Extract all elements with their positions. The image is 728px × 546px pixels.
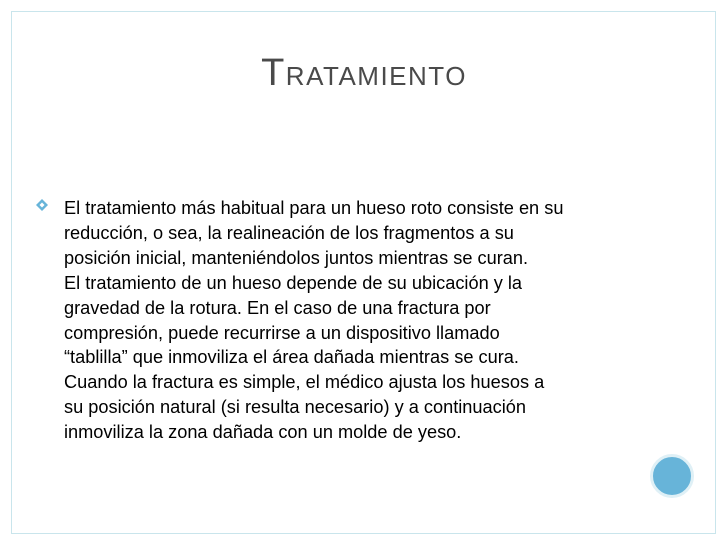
- bullet-text: El tratamiento más habitual para un hueso roto consiste en su reducción, o sea, la realineación de los fragmentos a su posición inicial, manteniéndolos juntos mientras se curan. El tratamiento de un hueso depende de su ubicación y la gravedad de la rotura. En el caso de una fractura por compresión, puede recurrirse a un dispositivo llamado “tablilla” que inmoviliza el área dañada mientras se cura. Cuando la fractura es simple, el médico ajusta los huesos a su posición natural (si resulta necesario) y a continuación inmoviliza la zona dañada con un molde de yeso.: [64, 198, 564, 443]
- title-initial: T: [261, 52, 286, 94]
- title-rest: RATAMIENTO: [285, 61, 467, 91]
- circle-decoration-icon: [650, 454, 694, 498]
- bullet-item: [36, 196, 656, 445]
- diamond-bullet-icon: [36, 199, 48, 211]
- slide-title: [0, 54, 728, 92]
